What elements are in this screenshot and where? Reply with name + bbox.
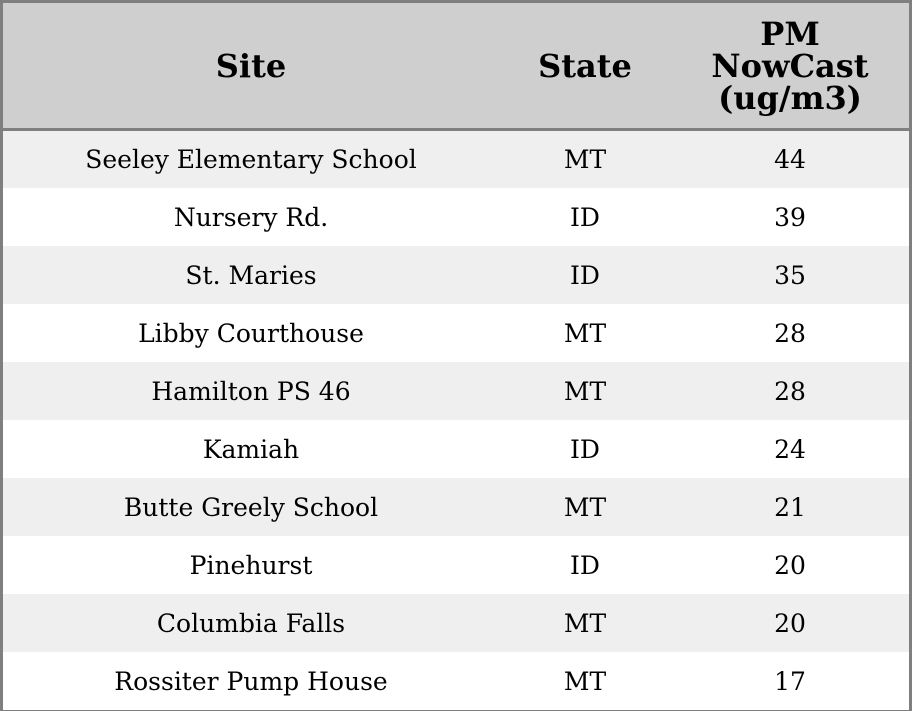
- cell-pm: 24: [671, 420, 909, 478]
- cell-site: Hamilton PS 46: [3, 362, 499, 420]
- table-body: [3, 130, 909, 711]
- cell-pm: 28: [671, 304, 909, 362]
- cell-site: Pinehurst: [3, 536, 499, 594]
- column-header-state: State: [499, 3, 671, 130]
- table-row: [3, 594, 909, 652]
- cell-pm: 28: [671, 362, 909, 420]
- cell-site: Libby Courthouse: [3, 304, 499, 362]
- column-header-pm: [671, 3, 909, 130]
- table-header-row: [3, 3, 909, 130]
- column-header-pm-line-2: NowCast: [711, 46, 869, 85]
- cell-state: MT: [499, 652, 671, 710]
- cell-state: ID: [499, 246, 671, 304]
- table-row: [3, 362, 909, 420]
- cell-state: ID: [499, 420, 671, 478]
- cell-state: MT: [499, 478, 671, 536]
- table-row: [3, 304, 909, 362]
- cell-state: ID: [499, 188, 671, 246]
- cell-pm: 35: [671, 246, 909, 304]
- cell-site: Columbia Falls: [3, 594, 499, 652]
- table-row: [3, 246, 909, 304]
- cell-site: Kamiah: [3, 420, 499, 478]
- cell-pm: 39: [671, 188, 909, 246]
- cell-pm: 20: [671, 536, 909, 594]
- cell-site: Nursery Rd.: [3, 188, 499, 246]
- table-row: [3, 536, 909, 594]
- cell-site: Seeley Elementary School: [3, 130, 499, 189]
- pm-nowcast-table: [3, 3, 909, 710]
- cell-site: St. Maries: [3, 246, 499, 304]
- cell-pm: 21: [671, 478, 909, 536]
- cell-site: Butte Greely School: [3, 478, 499, 536]
- cell-state: MT: [499, 594, 671, 652]
- cell-pm: 44: [671, 130, 909, 189]
- table-row: [3, 420, 909, 478]
- table-row: [3, 652, 909, 710]
- table-row: [3, 188, 909, 246]
- cell-pm: 17: [671, 652, 909, 710]
- table-row: [3, 478, 909, 536]
- cell-state: MT: [499, 130, 671, 189]
- table-row: [3, 130, 909, 189]
- cell-pm: 20: [671, 594, 909, 652]
- column-header-pm-line-1: PM: [760, 14, 820, 53]
- cell-state: ID: [499, 536, 671, 594]
- column-header-site: Site: [3, 3, 499, 130]
- cell-state: MT: [499, 362, 671, 420]
- column-header-pm-line-3: (ug/m3): [718, 78, 862, 117]
- cell-state: MT: [499, 304, 671, 362]
- cell-site: Rossiter Pump House: [3, 652, 499, 710]
